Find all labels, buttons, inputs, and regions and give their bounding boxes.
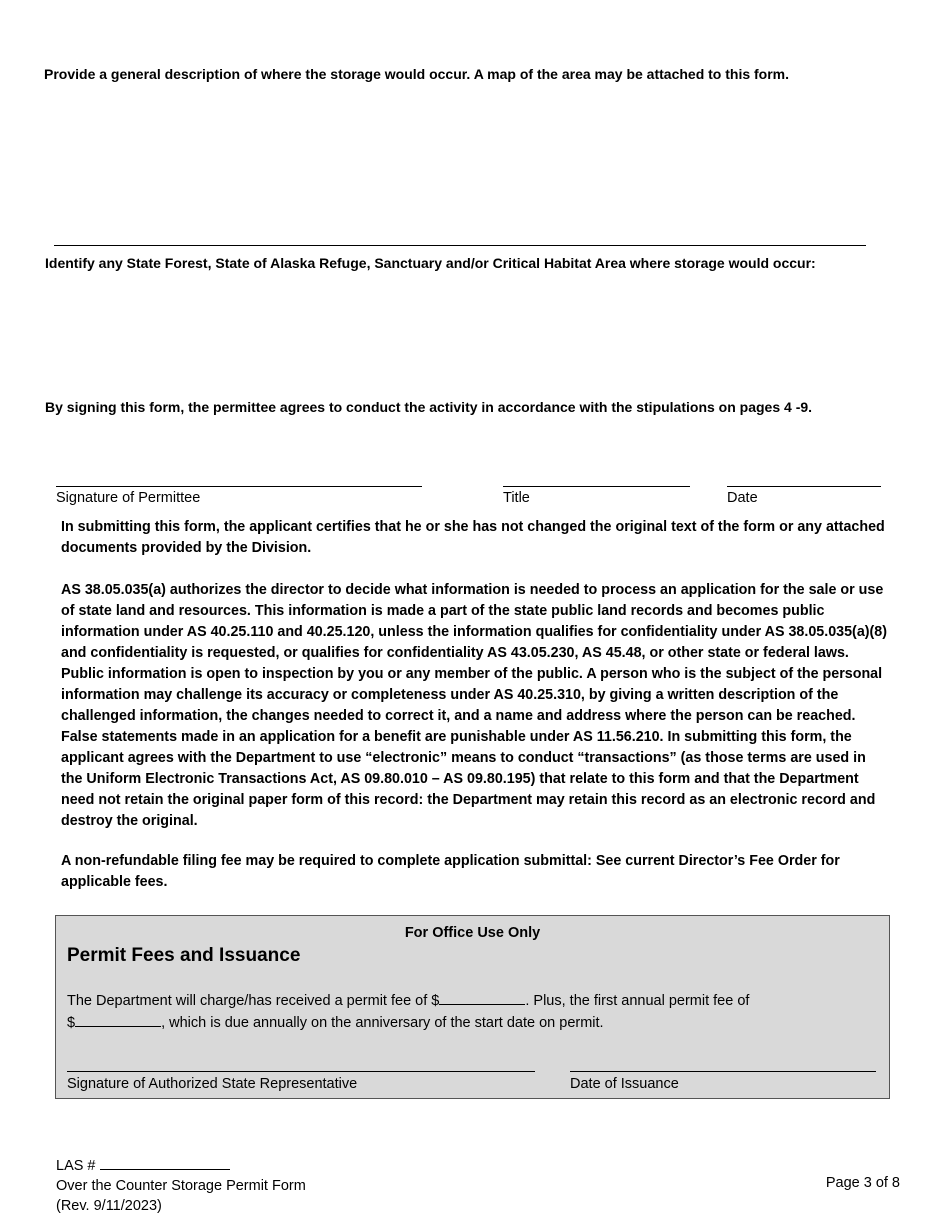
rep-signature-line[interactable]	[67, 1071, 535, 1072]
permit-fee-text-part3: $	[67, 1015, 76, 1031]
certification-statement: In submitting this form, the applicant certifies that he or she has not changed the original text of the form or any attached documents provided by the Division.	[61, 519, 885, 556]
issuance-date-line[interactable]	[570, 1071, 876, 1072]
date-label: Date	[727, 490, 758, 506]
storage-location-question: Provide a general description of where the storage would occur. A map of the area may be attached to this form.	[44, 66, 790, 82]
footer-left	[56, 1154, 306, 1216]
title-line[interactable]	[503, 486, 690, 487]
permit-fee-text-part2: . Plus, the first annual permit fee of	[525, 993, 750, 1009]
permit-fee-text	[67, 990, 867, 1034]
office-use-header: For Office Use Only	[404, 925, 541, 941]
issuance-date-label: Date of Issuance	[570, 1076, 679, 1092]
permit-fees-title: Permit Fees and Issuance	[67, 945, 301, 966]
form-revision: (Rev. 9/11/2023)	[56, 1198, 162, 1214]
las-label: LAS #	[56, 1158, 96, 1174]
habitat-area-answer-area[interactable]	[45, 280, 867, 390]
page-number: Page 3 of 8	[825, 1175, 900, 1191]
permit-fee-text-part1: The Department will charge/has received a permit fee of $	[67, 993, 440, 1009]
annual-fee-blank[interactable]	[75, 1012, 161, 1027]
permittee-signature-line[interactable]	[56, 486, 422, 487]
permittee-signature-label: Signature of Permittee	[56, 490, 201, 506]
permit-fee-text-part4: , which is due annually on the anniversary of the start date on permit.	[161, 1015, 604, 1031]
section-divider	[54, 245, 866, 246]
agreement-statement: By signing this form, the permittee agrees to conduct the activity in accordance with the stipulations on pages 4 -9.	[45, 399, 813, 415]
las-number	[56, 1154, 306, 1176]
legal-notice: AS 38.05.035(a) authorizes the director to decide what information is needed to process an application for the sale or use of state land and resources. This information is made a part of the state public land records and becomes public information under AS 40.25.110 and 40.25.120, unless the information qualifies for confidentiality under AS 38.05.035(a)(8) and confidentiality is requested, or qualifies for confidentiality AS 43.05.230, AS 45.48, or other state or federal laws. Public information is open to inspection by you or any member of the public. A person who is the subject of the personal information may challenge its accuracy or completeness under AS 40.25.310, by giving a written description of the challenged information, the changes needed to correct it, and a name and address where the person can be reached. False statements made in an application for a benefit are punishable under AS 11.56.210. In submitting this form, the applicant agrees with the Department to use “electronic” means to conduct “transactions” (as those terms are used in the Uniform Electronic Transactions Act, AS 09.80.010 – AS 09.80.195) that relate to this form and that the Department need not retain the original paper form of this record: the Department may retain this record as an electronic record and destroy the original.	[61, 582, 888, 829]
las-number-blank[interactable]	[100, 1154, 230, 1170]
title-label: Title	[503, 490, 530, 506]
form-name: Over the Counter Storage Permit Form	[56, 1178, 306, 1194]
date-line[interactable]	[727, 486, 881, 487]
permit-fee-blank[interactable]	[439, 990, 525, 1005]
fee-notice: A non-refundable filing fee may be required to complete application submittal: See current Director’s Fee Order for applicable fees.	[61, 853, 840, 890]
habitat-area-question: Identify any State Forest, State of Alaska Refuge, Sanctuary and/or Critical Habitat Area where storage would occur:	[45, 255, 816, 271]
rep-signature-label: Signature of Authorized State Representative	[67, 1076, 358, 1092]
storage-location-answer-area[interactable]	[44, 90, 866, 240]
office-use-box	[55, 915, 890, 1099]
